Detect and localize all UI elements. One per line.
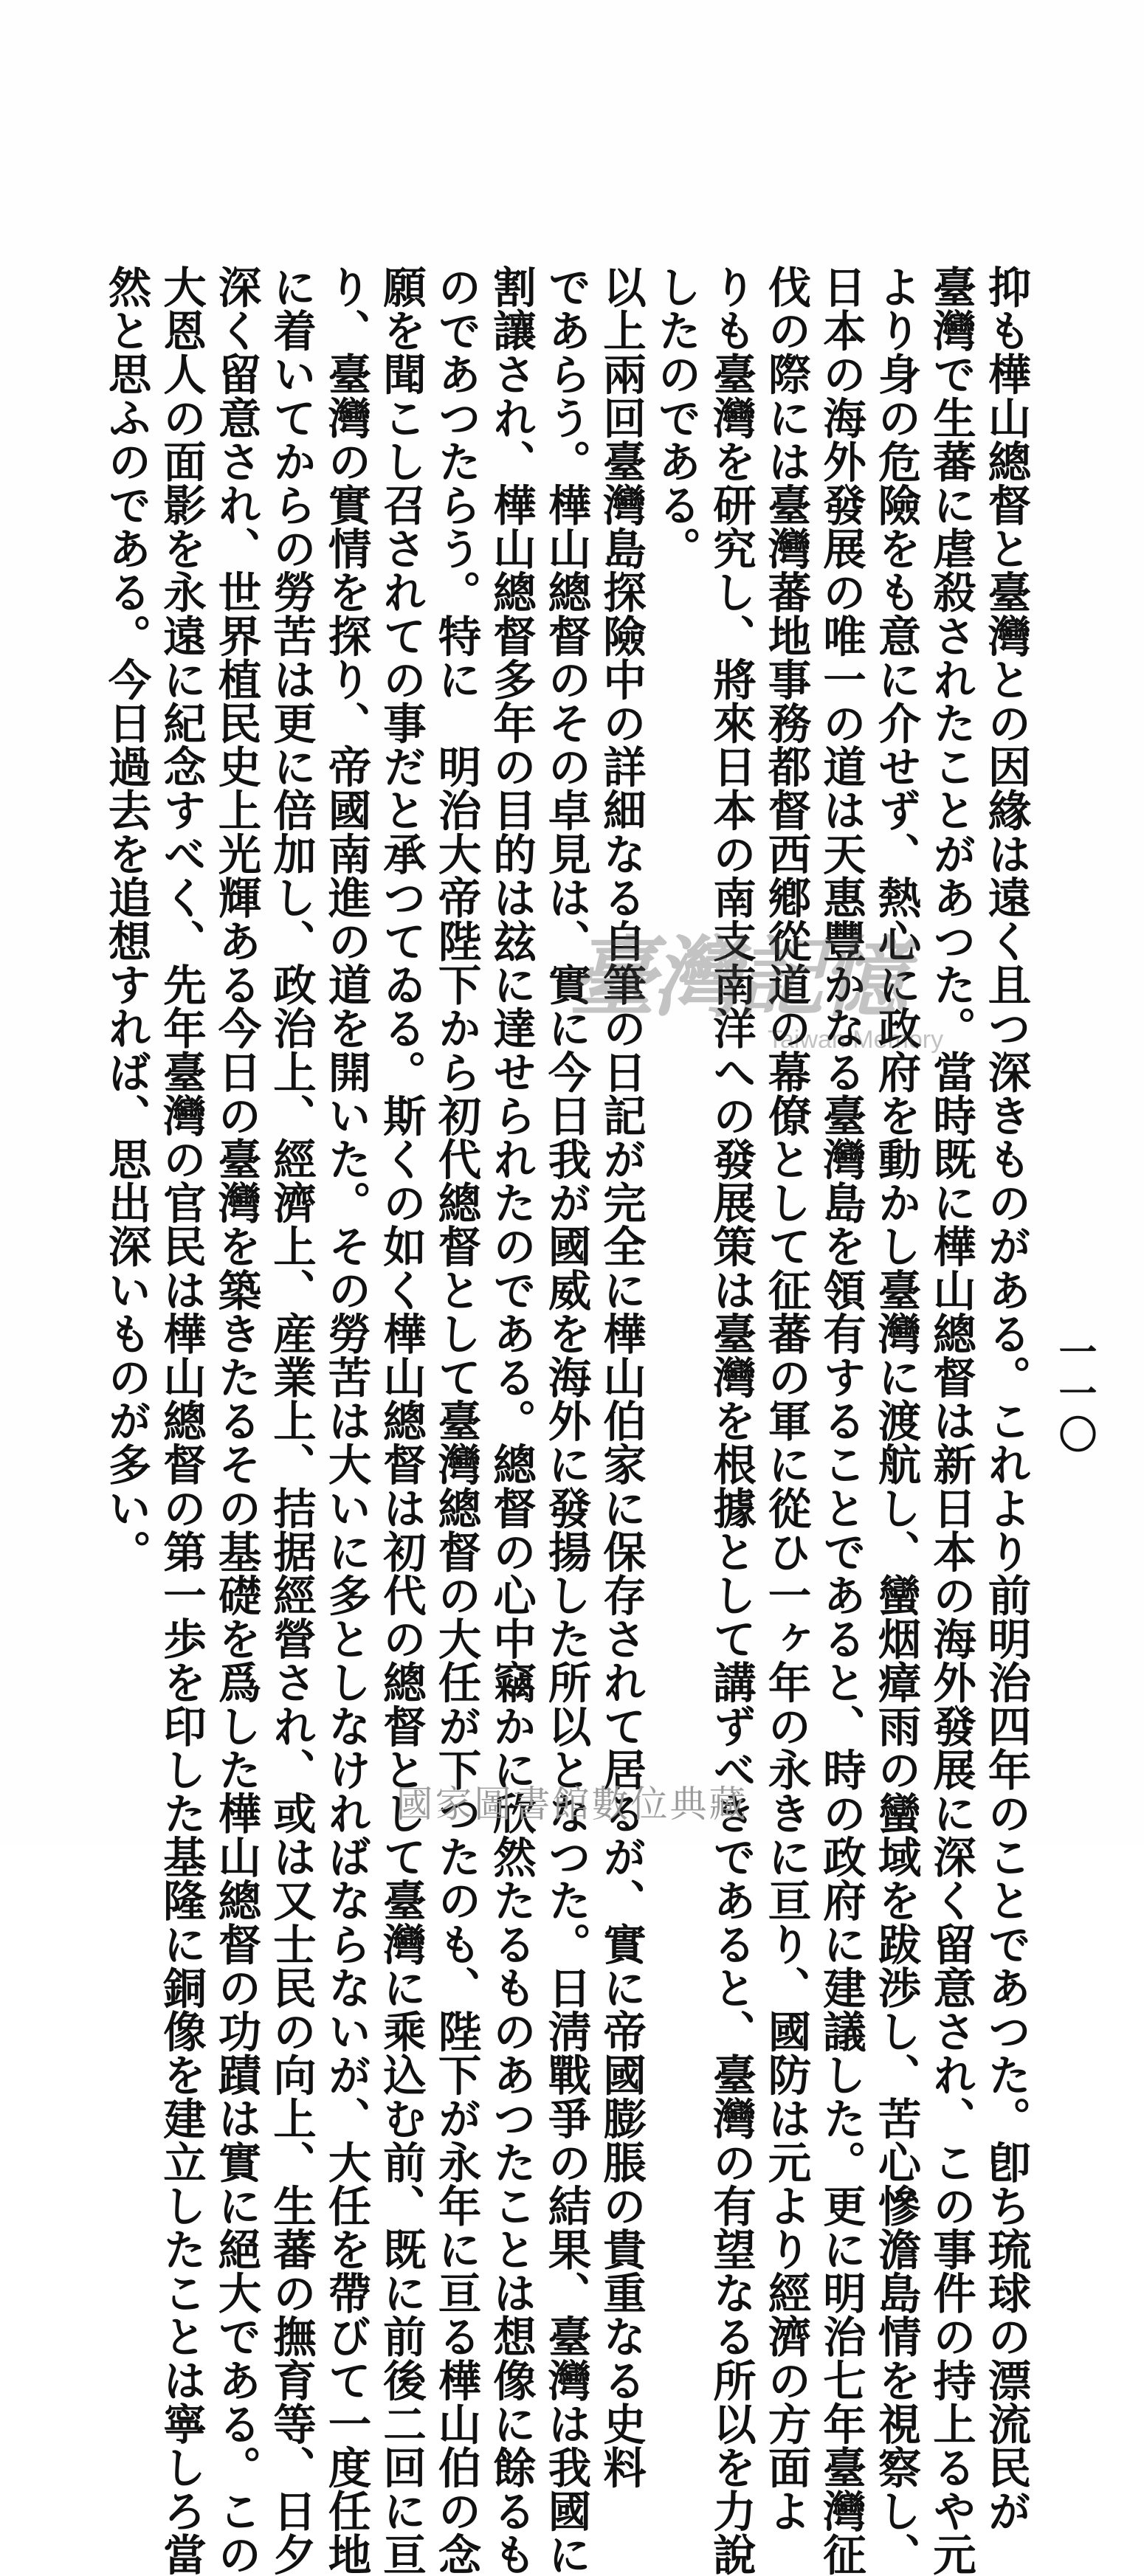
- text-column: のであつたらう。特に 明治大帝陛下から初代總督として臺灣總督の大任が下つたのも、陛下が永年に亘る樺山伯の念: [431, 264, 482, 2576]
- text-column: したのである。: [651, 264, 702, 570]
- text-column: であらう。樺山總督のその卓見は、實に今日我が國威を海外に發揚した所以となつた。日淸戰爭の結果、臺灣は我國に: [541, 264, 592, 2576]
- text-column: 臺灣で生蕃に虐殺されたことがあつた。當時既に樺山總督は新日本の海外發展に深く留意され、この事件の持上るや元: [926, 264, 977, 2576]
- text-column: 伐の際には臺灣蕃地事務都督西鄕從道の幕僚として征蕃の軍に從ひ一ヶ年の永きに亘り、國防は元より經濟の方面よ: [761, 264, 812, 2532]
- footer-caption: 國家圖書館數位典藏: [396, 1783, 748, 1826]
- text-column: りも臺灣を研究し、將來日本の南支南洋への發展策は臺灣を根據として講ずべきであると、臺灣の有望なる所以を力說: [706, 264, 757, 2576]
- text-column: り、臺灣の實情を探り、帝國南進の道を開いた。その勞苦は大いに多としなければならないが、大任を帶びて一度任地: [321, 264, 372, 2576]
- text-column: 願を聞こし召されての事だと承つてゐる。斯くの如く樺山總督は初代の總督として臺灣に乘込む前、既に前後二回に亘: [376, 264, 427, 2576]
- text-column: 大恩人の面影を永遠に紀念すべく、先年臺灣の官民は樺山總督の第一歩を印した基隆に銅像を建立したことは寧しろ當: [156, 264, 207, 2576]
- text-column: に着いてからの勞苦は更に倍加し、政治上、經濟上、産業上、拮据經營され、或は又士民の向上、生蕃の撫育等、日夕: [266, 264, 317, 2576]
- watermark-title: 臺灣記憶: [568, 926, 906, 1029]
- text-column: 抑も樺山總督と臺灣との因緣は遠く且つ深きものがある。これより前明治四年のことであつた。卽ち琉球の漂流民が: [981, 264, 1032, 2532]
- page-number: 一一〇: [1052, 1332, 1097, 1456]
- text-column: 以上兩回臺灣島探險中の詳細なる自筆の日記が完全に樺山伯家に保存されて居るが、實に帝國膨脹の貴重なる史料: [596, 264, 647, 2489]
- text-column: 日本の海外發展の唯一の道は天惠豐かなる臺灣島を領有することであると、時の政府に建議した。更に明治七年臺灣征: [816, 264, 867, 2576]
- text-column: 深く留意され、世界植民史上光輝ある今日の臺灣を築きたるその基礎を爲した樺山總督の功蹟は實に絕大である。この: [211, 264, 262, 2576]
- text-column: 割讓され、樺山總督多年の目的は玆に達せられたのである。總督の心中竊かに欣然たるものあつたことは想像に餘るも: [486, 264, 537, 2576]
- text-column: 然と思ふのである。今日過去を追想すれば、思出深いものが多い。: [101, 264, 152, 1573]
- watermark-subtitle: Taiwan Memory: [768, 1026, 944, 1054]
- paragraph-1: [649, 221, 1034, 2576]
- text-column: より身の危險をも意に介せず、熱心に政府を動かし臺灣に渡航し、蠻烟瘴雨の蠻域を跋渉し、苦心慘澹島情を視察し、: [871, 264, 922, 2576]
